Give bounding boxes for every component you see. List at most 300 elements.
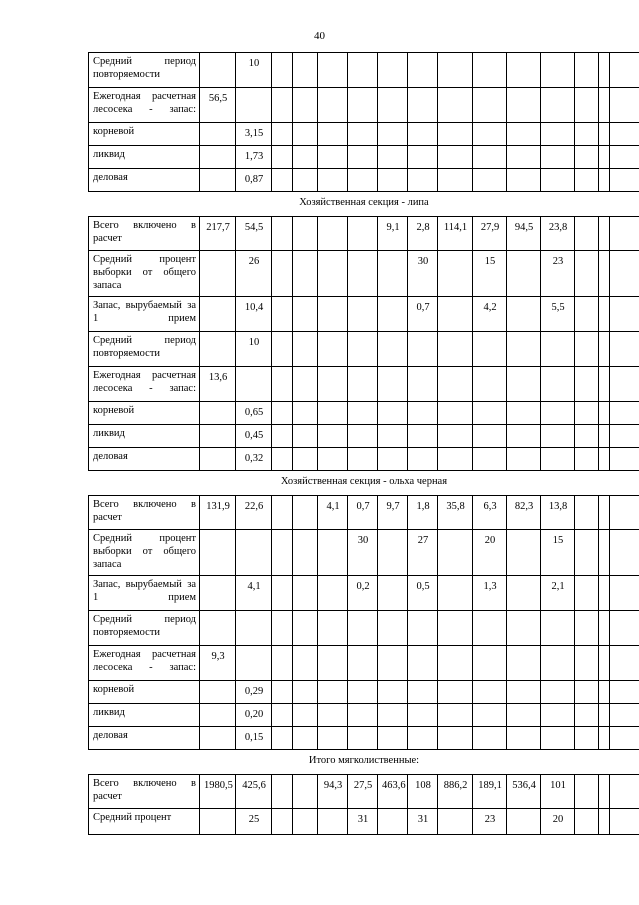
value-cell	[599, 809, 610, 835]
value-cell	[599, 53, 610, 88]
value-cell	[318, 611, 348, 646]
table-row	[89, 146, 639, 169]
section-title: Хозяйственная секция - ольха черная	[89, 471, 639, 496]
value-cell	[378, 123, 408, 146]
value-cell	[318, 530, 348, 576]
value-cell: 30	[348, 530, 378, 576]
value-cell	[438, 425, 473, 448]
value-cell: 23	[541, 251, 575, 297]
value-cell	[200, 530, 236, 576]
value-cell	[575, 448, 599, 471]
value-cell	[507, 169, 541, 192]
value-cell	[575, 727, 599, 750]
row-label: Запас, вырубаемый за 1 прием	[89, 576, 200, 611]
value-cell	[293, 297, 318, 332]
value-cell	[318, 169, 348, 192]
value-cell	[236, 367, 272, 402]
value-cell	[293, 53, 318, 88]
value-cell	[318, 251, 348, 297]
value-cell: 217,7	[200, 217, 236, 251]
section-title: Итого мягколиственные:	[89, 750, 639, 775]
value-cell	[293, 448, 318, 471]
value-cell	[318, 809, 348, 835]
table-row	[89, 646, 639, 681]
value-cell	[610, 576, 639, 611]
value-cell: 0,29	[236, 681, 272, 704]
value-cell: 27,5	[348, 775, 378, 809]
value-cell	[378, 53, 408, 88]
value-cell	[599, 496, 610, 530]
value-cell	[318, 448, 348, 471]
value-cell: 0,7	[348, 496, 378, 530]
value-cell	[610, 611, 639, 646]
value-cell: 101	[541, 775, 575, 809]
value-cell: 82,3	[507, 496, 541, 530]
value-cell	[318, 123, 348, 146]
value-cell	[272, 425, 293, 448]
value-cell: 1,3	[473, 576, 507, 611]
value-cell	[293, 611, 318, 646]
value-cell: 56,5	[200, 88, 236, 123]
value-cell: 15	[473, 251, 507, 297]
value-cell: 31	[348, 809, 378, 835]
row-label: Средний период повторяемости	[89, 611, 200, 646]
value-cell: 0,32	[236, 448, 272, 471]
value-cell: 0,2	[348, 576, 378, 611]
value-cell	[272, 775, 293, 809]
value-cell	[610, 53, 639, 88]
value-cell	[541, 146, 575, 169]
value-cell: 1,73	[236, 146, 272, 169]
value-cell	[408, 402, 438, 425]
value-cell: 94,3	[318, 775, 348, 809]
value-cell	[200, 169, 236, 192]
value-cell	[541, 425, 575, 448]
value-cell	[507, 681, 541, 704]
value-cell	[473, 448, 507, 471]
value-cell	[438, 448, 473, 471]
value-cell	[507, 530, 541, 576]
row-label: Всего включено в расчет	[89, 496, 200, 530]
value-cell	[575, 402, 599, 425]
value-cell	[610, 402, 639, 425]
value-cell	[473, 681, 507, 704]
row-label: ликвид	[89, 704, 200, 727]
value-cell	[507, 576, 541, 611]
value-cell	[610, 530, 639, 576]
table-row	[89, 496, 639, 530]
value-cell: 131,9	[200, 496, 236, 530]
value-cell	[378, 576, 408, 611]
value-cell	[318, 727, 348, 750]
table-row	[89, 530, 639, 576]
value-cell	[575, 425, 599, 448]
value-cell	[378, 611, 408, 646]
value-cell	[318, 146, 348, 169]
row-label: Запас, вырубаемый за 1 прием	[89, 297, 200, 332]
value-cell	[438, 530, 473, 576]
value-cell	[348, 425, 378, 448]
value-cell	[408, 448, 438, 471]
value-cell	[599, 217, 610, 251]
value-cell	[408, 146, 438, 169]
value-cell	[610, 251, 639, 297]
value-cell	[599, 297, 610, 332]
row-label: корневой	[89, 681, 200, 704]
value-cell	[575, 530, 599, 576]
value-cell	[610, 297, 639, 332]
value-cell	[575, 123, 599, 146]
value-cell	[541, 402, 575, 425]
value-cell: 4,2	[473, 297, 507, 332]
value-cell	[599, 402, 610, 425]
value-cell	[473, 367, 507, 402]
value-cell	[318, 367, 348, 402]
value-cell	[293, 809, 318, 835]
value-cell	[610, 646, 639, 681]
value-cell	[575, 53, 599, 88]
value-cell	[378, 88, 408, 123]
row-label: Средний период повторяемости	[89, 332, 200, 367]
value-cell: 9,1	[378, 217, 408, 251]
value-cell	[408, 169, 438, 192]
value-cell	[293, 332, 318, 367]
value-cell	[378, 297, 408, 332]
value-cell: 0,5	[408, 576, 438, 611]
value-cell	[599, 425, 610, 448]
value-cell	[378, 727, 408, 750]
value-cell	[599, 576, 610, 611]
value-cell	[541, 53, 575, 88]
value-cell	[438, 297, 473, 332]
value-cell	[610, 88, 639, 123]
value-cell	[348, 297, 378, 332]
value-cell	[318, 681, 348, 704]
value-cell	[408, 332, 438, 367]
table-row	[89, 88, 639, 123]
value-cell	[318, 576, 348, 611]
value-cell	[348, 367, 378, 402]
table-row	[89, 367, 639, 402]
value-cell	[507, 332, 541, 367]
value-cell	[272, 53, 293, 88]
value-cell	[272, 704, 293, 727]
value-cell	[318, 88, 348, 123]
value-cell	[599, 367, 610, 402]
value-cell	[575, 169, 599, 192]
value-cell	[272, 332, 293, 367]
value-cell	[438, 251, 473, 297]
section-header-row	[89, 750, 639, 775]
value-cell	[200, 332, 236, 367]
value-cell	[408, 425, 438, 448]
value-cell	[473, 611, 507, 646]
value-cell	[610, 367, 639, 402]
value-cell	[575, 576, 599, 611]
value-cell	[599, 611, 610, 646]
table-row	[89, 775, 639, 809]
value-cell	[438, 123, 473, 146]
value-cell	[610, 217, 639, 251]
value-cell	[507, 367, 541, 402]
value-cell	[541, 611, 575, 646]
value-cell: 25	[236, 809, 272, 835]
value-cell: 0,15	[236, 727, 272, 750]
value-cell	[438, 727, 473, 750]
value-cell	[272, 681, 293, 704]
value-cell	[541, 169, 575, 192]
row-label: деловая	[89, 169, 200, 192]
value-cell	[293, 425, 318, 448]
table-row	[89, 681, 639, 704]
value-cell	[575, 217, 599, 251]
value-cell	[541, 367, 575, 402]
value-cell	[599, 530, 610, 576]
value-cell	[348, 217, 378, 251]
value-cell	[473, 646, 507, 681]
value-cell	[408, 53, 438, 88]
value-cell	[200, 576, 236, 611]
value-cell	[348, 251, 378, 297]
value-cell	[293, 123, 318, 146]
value-cell	[293, 681, 318, 704]
value-cell	[473, 402, 507, 425]
value-cell	[293, 775, 318, 809]
value-cell: 3,15	[236, 123, 272, 146]
value-cell	[473, 53, 507, 88]
value-cell	[293, 251, 318, 297]
value-cell	[541, 332, 575, 367]
value-cell	[378, 530, 408, 576]
value-cell: 35,8	[438, 496, 473, 530]
value-cell	[293, 576, 318, 611]
value-cell	[575, 611, 599, 646]
table-row	[89, 123, 639, 146]
value-cell	[200, 611, 236, 646]
row-label: корневой	[89, 123, 200, 146]
value-cell: 4,1	[318, 496, 348, 530]
value-cell: 5,5	[541, 297, 575, 332]
value-cell	[408, 727, 438, 750]
value-cell	[293, 646, 318, 681]
value-cell	[348, 123, 378, 146]
value-cell: 4,1	[236, 576, 272, 611]
value-cell: 9,7	[378, 496, 408, 530]
value-cell	[599, 169, 610, 192]
value-cell	[272, 297, 293, 332]
value-cell	[272, 123, 293, 146]
value-cell	[438, 809, 473, 835]
row-label: ликвид	[89, 425, 200, 448]
value-cell	[378, 367, 408, 402]
value-cell	[378, 425, 408, 448]
value-cell	[408, 646, 438, 681]
value-cell	[575, 367, 599, 402]
table-row	[89, 448, 639, 471]
value-cell	[507, 646, 541, 681]
value-cell	[293, 169, 318, 192]
value-cell	[541, 681, 575, 704]
value-cell	[408, 704, 438, 727]
value-cell	[575, 809, 599, 835]
value-cell	[610, 681, 639, 704]
value-cell: 1980,5	[200, 775, 236, 809]
value-cell	[610, 123, 639, 146]
value-cell: 30	[408, 251, 438, 297]
value-cell	[599, 251, 610, 297]
value-cell	[272, 402, 293, 425]
value-cell: 10	[236, 53, 272, 88]
value-cell: 54,5	[236, 217, 272, 251]
value-cell: 20	[473, 530, 507, 576]
value-cell	[507, 425, 541, 448]
value-cell	[507, 53, 541, 88]
value-cell	[408, 367, 438, 402]
value-cell	[348, 88, 378, 123]
value-cell: 0,20	[236, 704, 272, 727]
value-cell	[272, 646, 293, 681]
value-cell	[507, 251, 541, 297]
value-cell	[318, 332, 348, 367]
row-label: корневой	[89, 402, 200, 425]
value-cell: 20	[541, 809, 575, 835]
value-cell	[599, 88, 610, 123]
table-row	[89, 251, 639, 297]
value-cell	[293, 402, 318, 425]
section-header-row	[89, 471, 639, 496]
value-cell	[293, 727, 318, 750]
value-cell	[272, 727, 293, 750]
value-cell	[507, 704, 541, 727]
value-cell: 26	[236, 251, 272, 297]
value-cell	[348, 646, 378, 681]
value-cell	[599, 646, 610, 681]
value-cell	[348, 611, 378, 646]
value-cell	[610, 146, 639, 169]
value-cell	[575, 332, 599, 367]
value-cell	[378, 704, 408, 727]
value-cell	[438, 704, 473, 727]
value-cell	[575, 251, 599, 297]
row-label: ликвид	[89, 146, 200, 169]
value-cell	[541, 646, 575, 681]
value-cell	[293, 496, 318, 530]
value-cell	[293, 146, 318, 169]
value-cell	[348, 681, 378, 704]
table-row	[89, 402, 639, 425]
value-cell: 463,6	[378, 775, 408, 809]
value-cell	[575, 297, 599, 332]
value-cell	[507, 297, 541, 332]
value-cell	[541, 727, 575, 750]
value-cell	[200, 681, 236, 704]
value-cell	[575, 775, 599, 809]
value-cell	[293, 704, 318, 727]
value-cell	[272, 169, 293, 192]
value-cell: 886,2	[438, 775, 473, 809]
value-cell	[599, 727, 610, 750]
value-cell: 94,5	[507, 217, 541, 251]
value-cell	[348, 448, 378, 471]
row-label: Средний процент выборки от общего запаса	[89, 530, 200, 576]
value-cell: 425,6	[236, 775, 272, 809]
value-cell	[318, 217, 348, 251]
row-label: Средний период повторяемости	[89, 53, 200, 88]
value-cell	[378, 646, 408, 681]
value-cell	[575, 704, 599, 727]
value-cell	[610, 809, 639, 835]
value-cell	[575, 88, 599, 123]
value-cell	[272, 367, 293, 402]
value-cell	[348, 53, 378, 88]
value-cell	[473, 146, 507, 169]
value-cell: 31	[408, 809, 438, 835]
value-cell	[438, 88, 473, 123]
value-cell	[318, 297, 348, 332]
value-cell	[200, 297, 236, 332]
value-cell	[610, 169, 639, 192]
value-cell	[575, 646, 599, 681]
value-cell: 114,1	[438, 217, 473, 251]
table-row	[89, 332, 639, 367]
value-cell	[541, 88, 575, 123]
value-cell	[507, 88, 541, 123]
section-header-row	[89, 192, 639, 217]
value-cell	[473, 169, 507, 192]
value-cell	[200, 251, 236, 297]
value-cell	[507, 727, 541, 750]
value-cell	[378, 251, 408, 297]
value-cell	[438, 146, 473, 169]
value-cell	[610, 425, 639, 448]
value-cell	[599, 704, 610, 727]
value-cell	[272, 217, 293, 251]
value-cell	[507, 123, 541, 146]
value-cell	[408, 611, 438, 646]
table-row	[89, 704, 639, 727]
value-cell: 536,4	[507, 775, 541, 809]
row-label: деловая	[89, 727, 200, 750]
value-cell: 189,1	[473, 775, 507, 809]
value-cell	[507, 611, 541, 646]
page-number: 40	[314, 30, 325, 42]
value-cell	[473, 123, 507, 146]
value-cell	[318, 704, 348, 727]
value-cell	[541, 123, 575, 146]
value-cell	[318, 53, 348, 88]
value-cell	[438, 367, 473, 402]
value-cell	[610, 727, 639, 750]
row-label: Ежегодная расчетная лесосека - запас:	[89, 646, 200, 681]
value-cell	[378, 146, 408, 169]
value-cell: 9,3	[200, 646, 236, 681]
table-row	[89, 809, 639, 835]
value-cell	[438, 681, 473, 704]
value-cell: 2,1	[541, 576, 575, 611]
value-cell: 0,65	[236, 402, 272, 425]
value-cell	[293, 217, 318, 251]
value-cell: 10	[236, 332, 272, 367]
value-cell	[272, 146, 293, 169]
value-cell	[200, 146, 236, 169]
value-cell	[610, 704, 639, 727]
value-cell	[507, 402, 541, 425]
value-cell	[507, 448, 541, 471]
value-cell	[541, 448, 575, 471]
value-cell	[293, 88, 318, 123]
value-cell	[348, 704, 378, 727]
value-cell	[610, 775, 639, 809]
